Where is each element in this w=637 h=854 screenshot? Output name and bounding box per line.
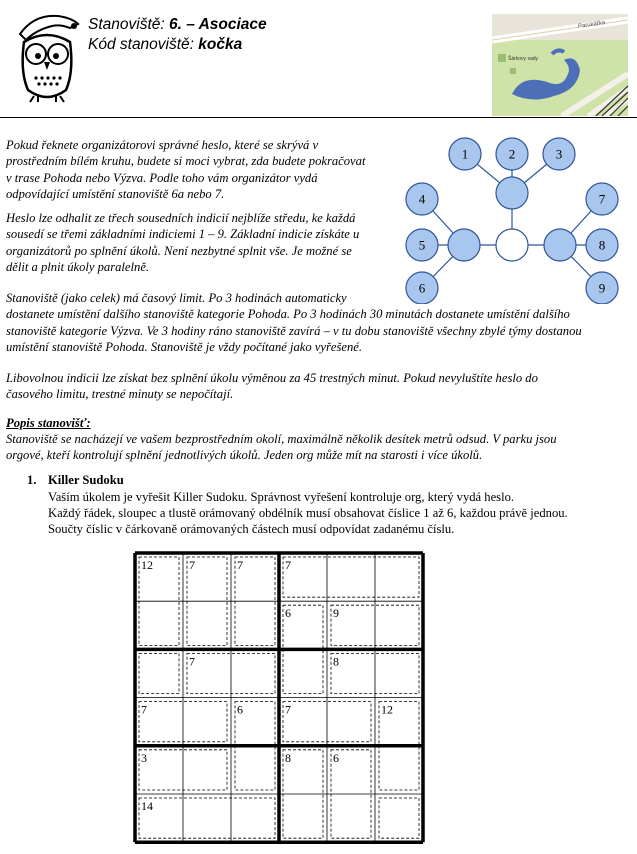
desc-line: Stanoviště se nacházejí ve vašem bezprostředním okolí, maximálně několik desítek metrů odsud. V parku jsou — [6, 432, 557, 446]
station-number: 6. – Asociace — [169, 16, 267, 33]
cage-sum: 7 — [285, 702, 291, 717]
p1-line: odpovídající umístění stanoviště 6a nebo 7. — [6, 187, 225, 202]
map-street-label: Parukářka — [577, 20, 606, 30]
description-heading: Popis stanovišť: — [6, 416, 91, 430]
task-line: Vaším úkolem je vyřešit Killer Sudoku. Správnost vyřešení kontroluje org, který vydá heslo. — [48, 490, 515, 504]
cage-outline — [283, 557, 419, 597]
station-title — [88, 16, 267, 34]
diagram-clue-label: 3 — [555, 146, 563, 162]
p2-line: Heslo lze odhalit ze třech sousedních indicií nejblíže středu, ke každá — [6, 211, 356, 225]
cage-outline — [139, 653, 179, 693]
p3-line: stanoviště kategorie Výzva. Ve 3 hodiny ráno stanoviště zavírá – v tu dobu stanoviště všechny zbylé týmy dostanou — [6, 323, 582, 338]
header-divider — [0, 117, 637, 118]
task-line: Součty číslic v čárkovaně orámovaných částech musí odpovídat zadanému číslu. — [48, 522, 455, 536]
diagram-middle-circle — [544, 229, 576, 261]
station-code-value: kočka — [198, 36, 243, 53]
task-number: 1. — [27, 473, 37, 487]
intro-paragraph-4 — [6, 370, 628, 403]
p1-line: prostředním bílém kruhu, budete si moci vybrat, zda budete pokračovat — [6, 154, 366, 169]
desc-line: orgové, kteří kontrolují splnění jednotlivých úkolů. Jeden org může mít na starosti i více úkolů. — [6, 448, 483, 463]
intro-paragraph-1 — [6, 137, 404, 203]
cage-sum: 8 — [285, 750, 291, 765]
p3-line: Stanoviště (jako celek) má časový limit. Po 3 hodinách automaticky — [6, 291, 347, 305]
cage-sum: 12 — [381, 702, 393, 717]
station-label: Stanoviště: — [88, 16, 165, 33]
description-text — [6, 431, 628, 464]
diagram-clue-label: 8 — [598, 237, 606, 253]
cage-sum: 6 — [285, 606, 291, 621]
cage-sum: 6 — [237, 702, 243, 717]
location-map — [492, 14, 628, 116]
diagram-clue-label: 5 — [418, 237, 426, 253]
diagram-clue-label: 9 — [598, 280, 606, 296]
diagram-center-circle — [496, 229, 528, 261]
cage-sum: 9 — [333, 606, 339, 621]
station-code-label: Kód stanoviště: — [88, 36, 194, 53]
cage-sum: 7 — [237, 558, 243, 572]
cage-sum: 7 — [189, 558, 195, 572]
diagram-middle-circle — [448, 229, 480, 261]
p3-line: umístění stanoviště Pohoda. Stanoviště je vždy počítané jako vyřešené. — [6, 340, 363, 355]
cage-sum: 7 — [189, 654, 195, 669]
diagram-clue-label: 2 — [508, 146, 516, 162]
intro-paragraph-2 — [6, 210, 404, 276]
p3-line: dostanete umístění dalšího stanoviště kategorie Pohoda. Po 3 hodinách 30 minutách dostanete umístění dalšího — [6, 307, 570, 322]
owl-logo — [14, 12, 80, 104]
map-place-label: Šárkovy sady — [508, 56, 539, 62]
cage-sum: 12 — [141, 558, 153, 572]
cage-sum: 6 — [333, 750, 339, 765]
task-line: Každý řádek, sloupec a tlustě orámovaný obdélník musí obsahovat číslice 1 až 6, každou právě jednou. — [48, 506, 568, 520]
diagram-clue-label: 1 — [461, 146, 469, 162]
p2-line: sousedí se třemi základními indiciemi 1 – 9. Základní indicie získáte u — [6, 227, 360, 242]
association-diagram — [398, 124, 630, 304]
cage-sum: 7 — [285, 558, 291, 572]
station-code — [88, 36, 242, 54]
cage-sum: 8 — [333, 654, 339, 669]
p1-line: Pokud řeknete organizátorovi správné heslo, které se skrývá v — [6, 138, 319, 152]
p2-line: dělit a plnit úkoly paralelně. — [6, 260, 150, 275]
task-description — [48, 489, 568, 537]
p4-line: časového limitu, trestné minuty se nepočítají. — [6, 387, 234, 402]
p4-line: Libovolnou indicii lze získat bez splnění úkolu výměnou za 45 trestných minut. Pokud nevyluštíte heslo do — [6, 371, 538, 385]
cage-sum: 7 — [141, 702, 147, 717]
killer-sudoku-grid — [131, 549, 427, 846]
intro-paragraph-3 — [6, 290, 628, 356]
cage-sum: 3 — [141, 750, 147, 765]
task-title: Killer Sudoku — [48, 473, 124, 487]
diagram-clue-label: 7 — [598, 191, 606, 207]
p2-line: organizátorů po splnění úkolů. Není nezbytné splnit vše. Je možné se — [6, 243, 352, 258]
p1-line: v trase Pohoda nebo Výzva. Podle toho vám organizátor vydá — [6, 170, 318, 185]
cage-outline — [379, 798, 419, 838]
diagram-clue-label: 6 — [418, 280, 426, 296]
cage-outline — [139, 798, 275, 838]
diagram-middle-circle — [496, 177, 528, 209]
cage-sum: 14 — [141, 799, 153, 813]
diagram-clue-label: 4 — [418, 191, 426, 207]
